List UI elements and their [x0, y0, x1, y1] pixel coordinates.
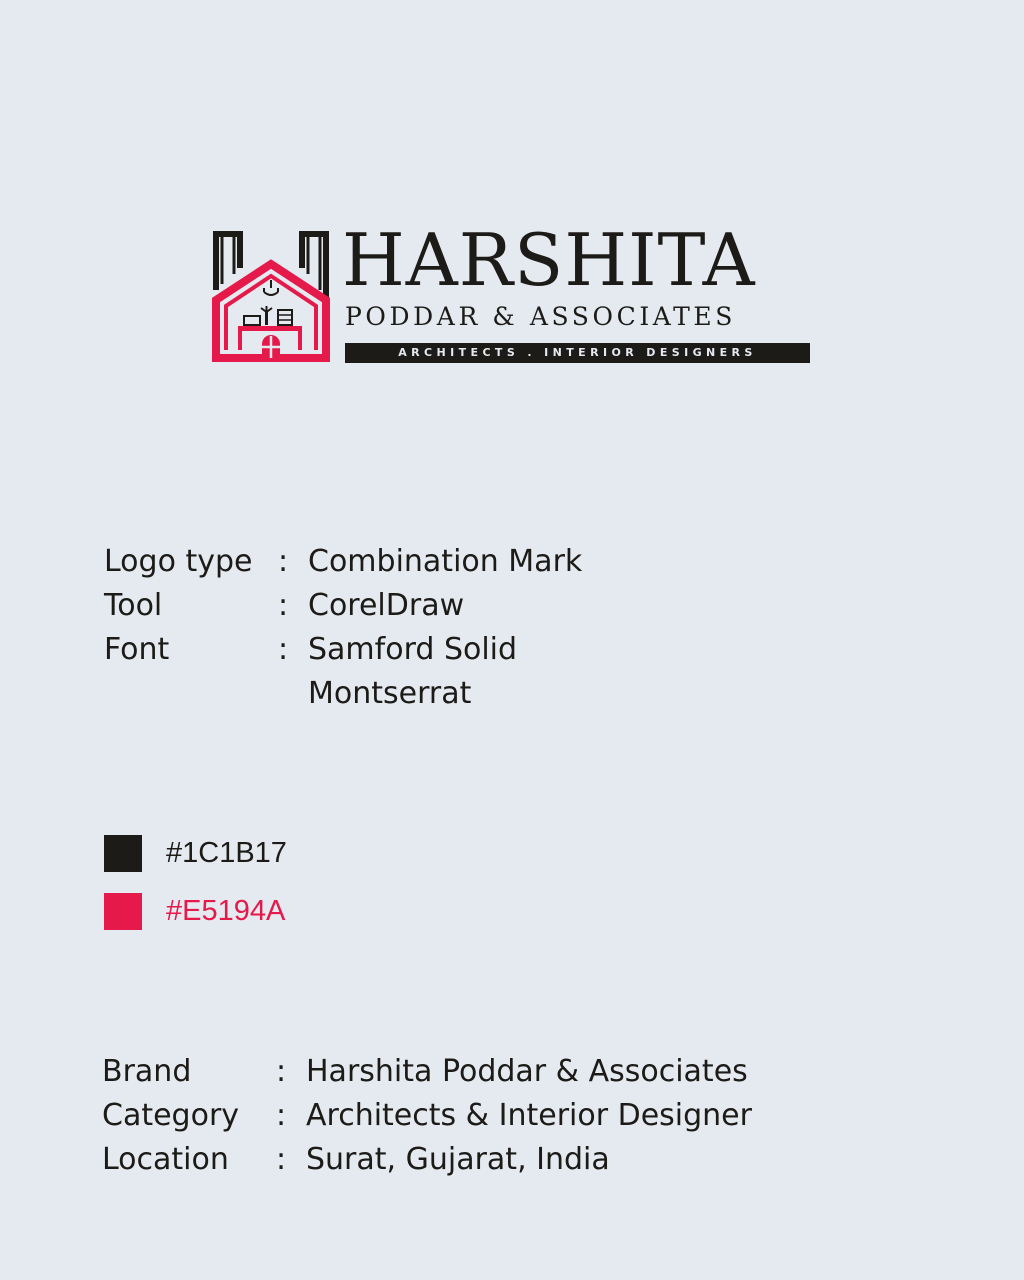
detail-colon: : — [278, 588, 289, 623]
detail-value: Samford Solid — [308, 632, 518, 667]
color-swatch-accent — [104, 893, 142, 930]
detail-colon: : — [278, 632, 289, 667]
detail-value: CorelDraw — [308, 588, 465, 623]
brand-row-brand — [102, 1050, 902, 1094]
brand-label: Brand — [102, 1054, 192, 1089]
brand-logo — [212, 218, 812, 368]
logo-tagline: ARCHITECTS . INTERIOR DESIGNERS — [345, 343, 810, 363]
brand-label: Category — [102, 1098, 240, 1133]
color-swatch-dark — [104, 835, 142, 872]
color-palette — [104, 834, 504, 950]
detail-colon: : — [278, 544, 289, 579]
brand-colon: : — [276, 1054, 287, 1089]
logo-details — [104, 540, 904, 716]
brand-colon: : — [276, 1142, 287, 1177]
brand-row-category — [102, 1094, 902, 1138]
logo-subtitle: PODDAR & ASSOCIATES — [345, 302, 736, 331]
color-row-accent — [104, 892, 504, 950]
detail-row-font-secondary — [104, 672, 904, 716]
detail-label: Font — [104, 632, 170, 667]
color-row-dark — [104, 834, 504, 892]
brand-value: Surat, Gujarat, India — [306, 1142, 610, 1177]
brand-info — [102, 1050, 902, 1182]
brand-label: Location — [102, 1142, 229, 1177]
detail-row-tool — [104, 584, 904, 628]
detail-row-font — [104, 628, 904, 672]
brand-colon: : — [276, 1098, 287, 1133]
color-hex-label: #E5194A — [166, 895, 286, 927]
house-logo-icon — [212, 228, 330, 364]
detail-value: Montserrat — [308, 676, 472, 711]
brand-value: Architects & Interior Designer — [306, 1098, 752, 1133]
brand-row-location — [102, 1138, 902, 1182]
detail-label: Tool — [104, 588, 163, 623]
detail-value: Combination Mark — [308, 544, 583, 579]
color-hex-label: #1C1B17 — [166, 837, 287, 869]
logo-title: HARSHITA — [342, 218, 756, 302]
brand-value: Harshita Poddar & Associates — [306, 1054, 748, 1089]
detail-label: Logo type — [104, 544, 253, 579]
detail-row-logo-type — [104, 540, 904, 584]
